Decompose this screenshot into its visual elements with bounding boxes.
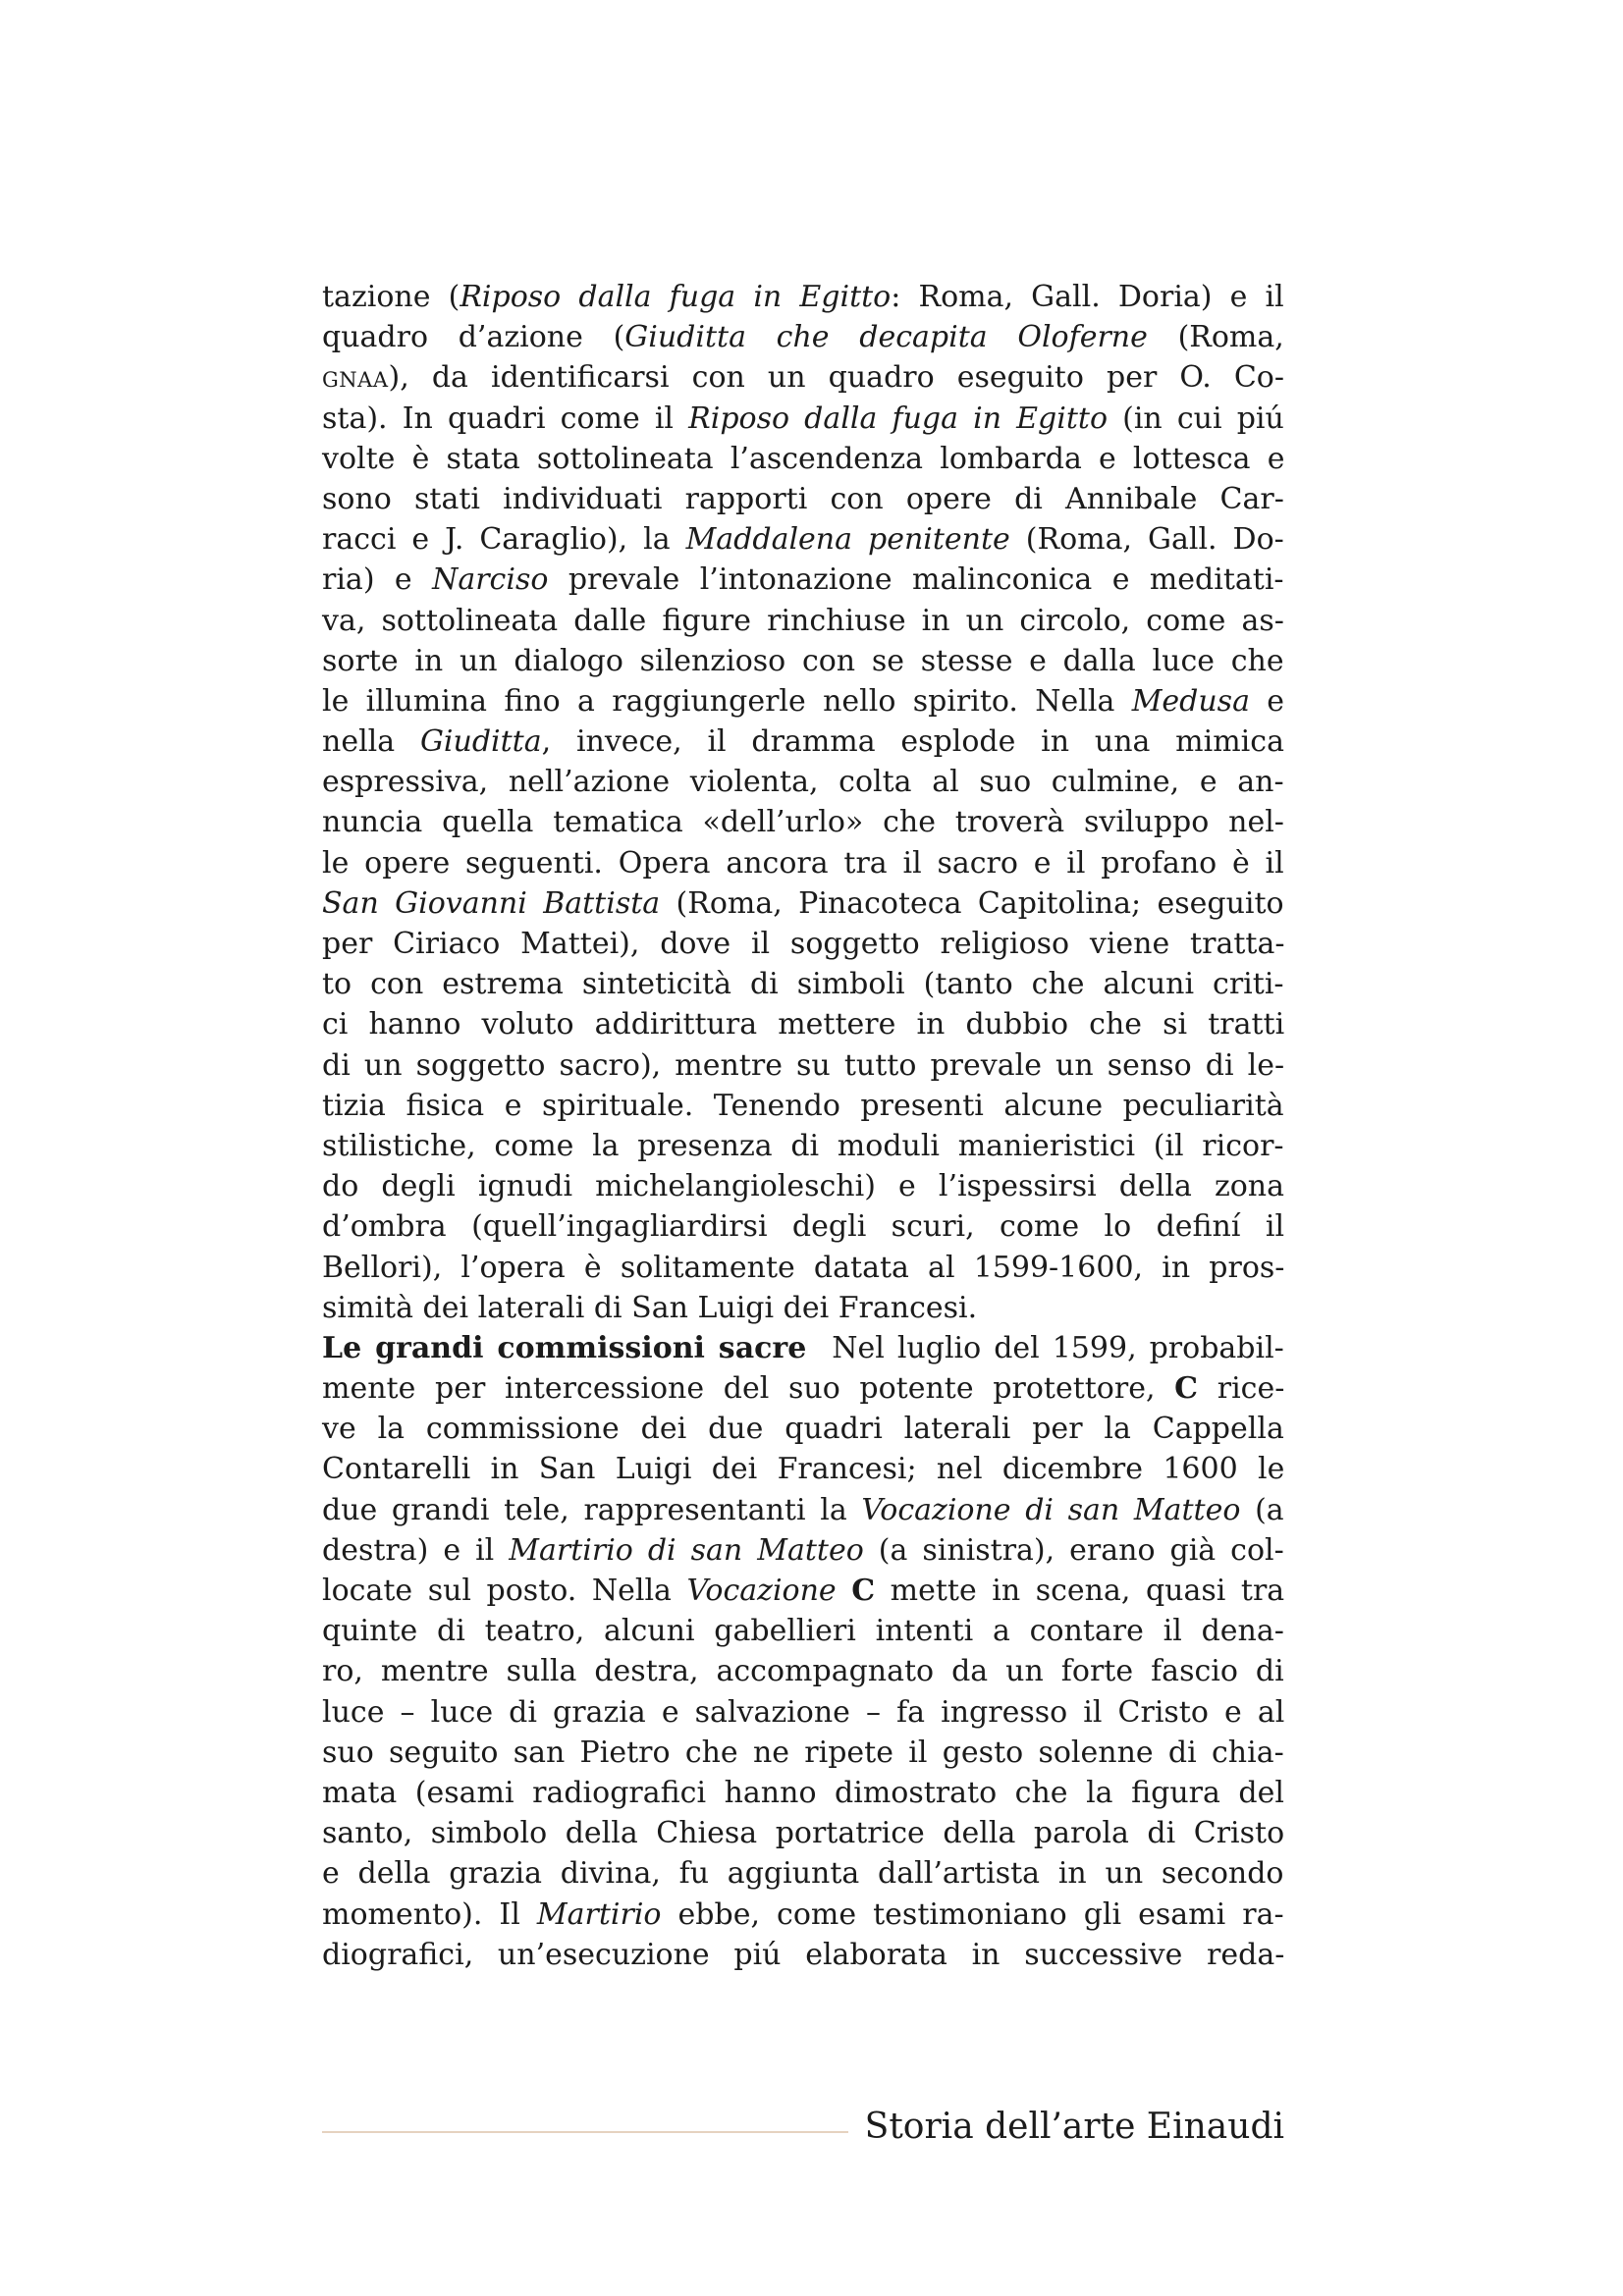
text-run: gnaa — [322, 360, 389, 396]
text-run: quinte di teatro, alcuni gabellieri intenti a contare il dena- — [322, 1614, 1284, 1649]
text-run: santo, simbolo della Chiesa portatrice della parola di Cristo — [322, 1816, 1285, 1851]
text-line — [322, 479, 1284, 519]
text-run: tazione ( — [322, 280, 460, 314]
body-text — [322, 277, 1284, 1975]
text-run: mata (esami radiografici hanno dimostrato che la figura del — [322, 1775, 1284, 1810]
text-run: Riposo dalla fuga in Egitto — [688, 400, 1109, 436]
text-line — [322, 277, 1284, 317]
text-line — [322, 1004, 1284, 1044]
text-run: (in cui piú — [1108, 400, 1284, 436]
text-line — [322, 1733, 1284, 1773]
text-line — [322, 1126, 1284, 1166]
text-run: (Roma, Gall. Do- — [1009, 522, 1284, 558]
text-line — [322, 1895, 1284, 1935]
text-run: simità dei laterali di San Luigi dei Francesi. — [322, 1290, 978, 1325]
text-run: do degli ignudi michelangioleschi) e l’ispessirsi della zona — [322, 1169, 1285, 1204]
text-run — [837, 1574, 852, 1608]
text-run: ro, mentre sulla destra, accompagnato da un forte fascio di — [322, 1654, 1284, 1689]
text-line — [322, 1571, 1284, 1611]
text-run: ci hanno voluto addirittura mettere in dubbio che si tratti — [322, 1007, 1285, 1042]
text-line — [322, 1045, 1284, 1086]
text-line — [322, 883, 1284, 924]
text-run: sorte in un dialogo silenzioso con se stesse e dalla luce che — [322, 643, 1284, 678]
text-run: per Ciriaco Mattei), dove il soggetto religioso viene tratta- — [322, 927, 1285, 961]
footer-rule — [322, 2131, 848, 2133]
text-line — [322, 1611, 1284, 1651]
text-run: nuncia quella tematica «dell’urlo» che troverà sviluppo nel- — [322, 805, 1284, 840]
text-line — [322, 1651, 1284, 1691]
text-line — [322, 1409, 1284, 1449]
text-run: d’ombra (quell’ingagliardirsi degli scuri, come lo definí il — [322, 1209, 1285, 1245]
text-run: Martirio di san Matteo — [509, 1532, 864, 1568]
text-run: Narciso — [432, 562, 549, 598]
text-run: destra) e il — [322, 1532, 510, 1568]
text-run: quadro d’azione ( — [322, 320, 625, 355]
text-run: racci e J. Caraglio), la — [322, 522, 686, 558]
text-run: to con estrema sinteticità di simboli (tanto che alcuni criti- — [322, 967, 1284, 1002]
text-run: Medusa — [1131, 683, 1250, 719]
text-run: diografici, un’esecuzione piú elaborata in successive reda- — [322, 1937, 1285, 1972]
text-line — [322, 681, 1284, 721]
text-line — [322, 964, 1284, 1004]
text-line — [322, 1166, 1284, 1206]
text-run: Giuditta che decapita Oloferne — [624, 320, 1148, 355]
text-run: Giuditta — [419, 724, 542, 760]
text-run: rice- — [1198, 1371, 1285, 1407]
text-run: C — [1174, 1371, 1199, 1407]
text-run: (Roma, Pinacoteca Capitolina; eseguito — [660, 885, 1284, 921]
text-line — [322, 560, 1284, 600]
text-run: Vocazione — [686, 1574, 837, 1608]
text-line — [322, 1813, 1284, 1853]
text-line — [322, 1773, 1284, 1813]
text-line — [322, 1530, 1284, 1571]
text-run: (Roma, — [1147, 320, 1284, 355]
text-run: volte è stata sottolineata l’ascendenza lombarda e lottesca e — [322, 441, 1285, 476]
text-run: prevale l’intonazione malinconica e meditati- — [548, 562, 1284, 598]
text-run: e della grazia divina, fu aggiunta dall’artista in un secondo — [322, 1856, 1284, 1892]
text-line — [322, 1328, 1284, 1368]
text-line — [322, 399, 1284, 439]
text-line — [322, 1368, 1284, 1409]
text-line — [322, 1853, 1284, 1894]
text-run: sta). In quadri come il — [322, 400, 689, 436]
text-run: espressiva, nell’azione violenta, colta al suo culmine, e an- — [322, 765, 1284, 800]
text-line — [322, 1248, 1284, 1288]
text-run: stilistiche, come la presenza di moduli manieristici (il ricor- — [322, 1128, 1284, 1163]
text-run: Le grandi commissioni sacre — [322, 1330, 807, 1365]
text-run: le illumina fino a raggiungerle nello spirito. Nella — [322, 683, 1132, 719]
text-run: San Giovanni Battista — [322, 885, 661, 921]
text-run: Maddalena penitente — [685, 522, 1010, 558]
text-run: (a — [1240, 1492, 1284, 1527]
text-line — [322, 601, 1284, 641]
text-run: due grandi tele, rappresentanti la — [322, 1492, 862, 1527]
text-line — [322, 519, 1284, 560]
text-run: e — [1249, 683, 1285, 719]
text-line — [322, 762, 1284, 802]
text-line — [322, 802, 1284, 842]
text-run: ), da identificarsi con un quadro eseguito per O. Co- — [388, 360, 1285, 396]
text-line — [322, 317, 1284, 357]
text-line — [322, 439, 1284, 479]
text-run: di un soggetto sacro), mentre su tutto prevale un senso di le- — [322, 1047, 1285, 1083]
text-run: ria) e — [322, 562, 433, 598]
text-line — [322, 924, 1284, 964]
text-run: C — [851, 1574, 876, 1608]
text-line — [322, 641, 1284, 681]
text-run: (a sinistra), erano già col- — [863, 1532, 1284, 1568]
text-run: : Roma, Gall. Doria) e il — [891, 280, 1284, 314]
text-run: Contarelli in San Luigi dei Francesi; nel dicembre 1600 le — [322, 1452, 1285, 1487]
text-line — [322, 1490, 1284, 1530]
text-run: momento). Il — [322, 1896, 537, 1932]
text-run: locate sul posto. Nella — [322, 1574, 687, 1608]
footer-title: Storia dell’arte Einaudi — [864, 2107, 1284, 2147]
text-run: , invece, il dramma esplode in una mimica — [541, 724, 1284, 760]
text-run: Martirio — [536, 1896, 662, 1932]
text-line — [322, 1086, 1284, 1126]
text-line — [322, 357, 1284, 398]
text-run: ve la commissione dei due quadri laterali per la Cappella — [322, 1412, 1284, 1447]
text-run: Riposo dalla fuga in Egitto — [460, 280, 892, 314]
text-line — [322, 1935, 1284, 1975]
text-line — [322, 1206, 1284, 1247]
text-run: Bellori), l’opera è solitamente datata al 1599-1600, in pros- — [322, 1250, 1285, 1285]
text-run: mente per intercessione del suo potente protettore, — [322, 1371, 1175, 1407]
text-run: va, sottolineata dalle figure rinchiuse in un circolo, come as- — [322, 603, 1284, 638]
text-line — [322, 1288, 1284, 1328]
text-run: nella — [322, 724, 420, 760]
text-line — [322, 1449, 1284, 1489]
text-run: sono stati individuati rapporti con opere di Annibale Car- — [322, 481, 1284, 516]
text-line — [322, 721, 1284, 762]
text-run: luce – luce di grazia e salvazione – fa ingresso il Cristo e al — [322, 1694, 1285, 1730]
text-run: Nel luglio del 1599, probabil- — [806, 1330, 1284, 1365]
text-run: suo seguito san Pietro che ne ripete il gesto solenne di chia- — [322, 1735, 1284, 1770]
text-run: tizia fisica e spirituale. Tenendo presenti alcune peculiarità — [322, 1088, 1284, 1123]
text-run: le opere seguenti. Opera ancora tra il sacro e il profano è il — [322, 845, 1284, 881]
text-run: mette in scena, quasi tra — [875, 1574, 1285, 1608]
text-run: Vocazione di san Matteo — [861, 1492, 1241, 1527]
text-line — [322, 1692, 1284, 1733]
text-line — [322, 843, 1284, 883]
text-run: ebbe, come testimoniano gli esami ra- — [661, 1896, 1284, 1932]
